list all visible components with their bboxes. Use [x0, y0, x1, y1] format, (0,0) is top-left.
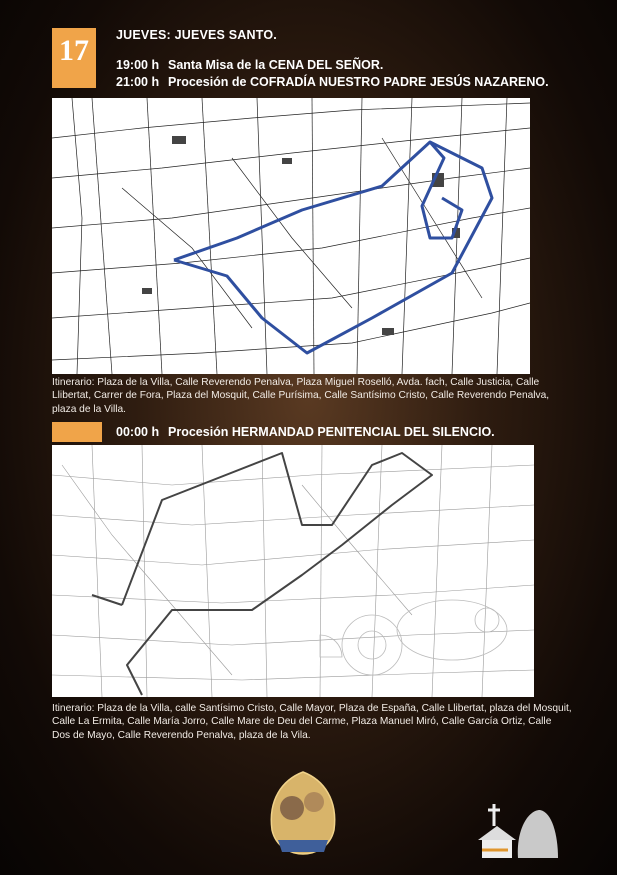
event-procession-nazareno-text: Procesión de COFRADÍA NUESTRO PADRE JESÚS NAZARENO.: [168, 75, 549, 89]
event-procession-silencio-text: Procesión HERMANDAD PENITENCIAL DEL SILENCIO.: [168, 425, 495, 439]
itinerary-silencio: Itinerario: Plaza de la Villa, calle Santísimo Cristo, Calle Mayor, Plaza de España, Calle Llibertat, plaza del Mosquit, Calle La Ermita, Calle María Jorro, Calle Mare de Deu del Carme, Plaza Manuel Miró, Calle García Ortiz, Calle Dos de Mayo, Calle Reverendo Penalva, plaza de la Vila.: [52, 703, 572, 741]
route-map-nazareno-drawing: [52, 98, 530, 374]
route-map-silencio-drawing: [52, 445, 534, 697]
chapel-logo: [478, 800, 560, 860]
event-procession-silencio-time: 00:00 h: [116, 425, 160, 439]
parish-logo: [264, 770, 342, 856]
accent-bar: [52, 422, 102, 442]
day-title: JUEVES: JUEVES SANTO.: [116, 28, 277, 42]
event-mass-time: 19:00 h: [116, 58, 160, 72]
event-mass: [116, 58, 383, 72]
event-procession-nazareno: [116, 75, 549, 89]
route-map-silencio: [52, 445, 534, 697]
event-procession-nazareno-time: 21:00 h: [116, 75, 160, 89]
day-number-badge: [52, 28, 96, 88]
event-mass-text: Santa Misa de la CENA DEL SEÑOR.: [168, 58, 384, 72]
day-number: 17: [59, 34, 89, 67]
event-procession-silencio: [116, 425, 495, 439]
itinerary-nazareno: Itinerario: Plaza de la Villa, Calle Reverendo Penalva, Plaza Miguel Roselló, Avda. fach, Calle Justicia, Calle Llibertat, Carrer de Fora, Plaza del Mosquit, Calle Purísima, Calle Santísimo Cristo, Calle Reverendo Penalva, plaza de la Villa.: [52, 377, 550, 415]
route-map-nazareno: [52, 98, 530, 374]
